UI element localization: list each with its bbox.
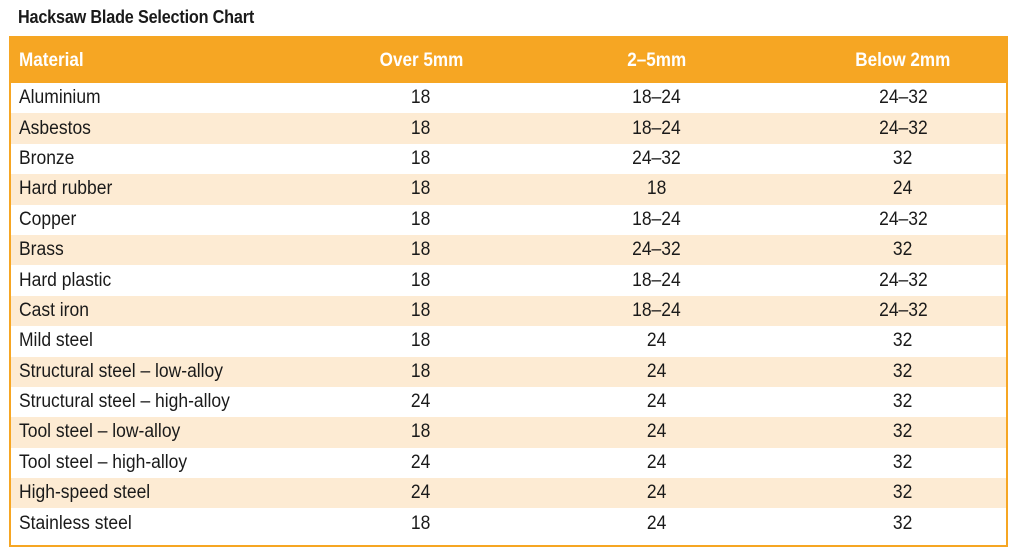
table-row bbox=[11, 235, 1006, 265]
cell-2-5mm: 24 bbox=[646, 451, 667, 473]
cell-below-2mm: 32 bbox=[893, 421, 913, 443]
cell-material: Structural steel – low-alloy bbox=[19, 360, 224, 382]
cell-material: Structural steel – high-alloy bbox=[19, 391, 230, 413]
cell-below-2mm: 32 bbox=[893, 147, 913, 169]
cell-below-2mm: 32 bbox=[893, 451, 913, 473]
table-row bbox=[11, 205, 1006, 235]
cell-over-5mm: 18 bbox=[411, 269, 431, 291]
cell-material: Cast iron bbox=[19, 299, 89, 321]
cell-2-5mm: 24 bbox=[646, 330, 667, 352]
cell-material: Aluminium bbox=[19, 87, 101, 109]
cell-2-5mm: 18–24 bbox=[632, 117, 681, 139]
cell-over-5mm: 18 bbox=[411, 147, 431, 169]
table-row bbox=[11, 113, 1006, 143]
page-title: Hacksaw Blade Selection Chart bbox=[18, 7, 255, 27]
cell-2-5mm: 24–32 bbox=[632, 147, 681, 169]
cell-2-5mm: 18 bbox=[646, 178, 667, 200]
table-row bbox=[11, 508, 1006, 538]
cell-material: Asbestos bbox=[19, 117, 91, 139]
cell-material: High-speed steel bbox=[19, 482, 151, 504]
cell-over-5mm: 18 bbox=[411, 299, 431, 321]
cell-2-5mm: 18–24 bbox=[632, 269, 681, 291]
cell-material: Tool steel – high-alloy bbox=[19, 451, 188, 473]
cell-over-5mm: 18 bbox=[411, 421, 431, 443]
cell-2-5mm: 24 bbox=[646, 391, 667, 413]
cell-2-5mm: 24–32 bbox=[632, 239, 681, 261]
table-row bbox=[11, 387, 1006, 417]
cell-below-2mm: 24–32 bbox=[878, 299, 928, 321]
cell-material: Tool steel – low-alloy bbox=[19, 421, 181, 443]
cell-2-5mm: 24 bbox=[646, 482, 667, 504]
cell-material: Hard plastic bbox=[19, 269, 112, 291]
column-header-material: Material bbox=[19, 49, 84, 71]
cell-over-5mm: 18 bbox=[411, 512, 431, 534]
cell-over-5mm: 24 bbox=[411, 451, 431, 473]
cell-below-2mm: 32 bbox=[893, 330, 913, 352]
cell-over-5mm: 18 bbox=[411, 330, 431, 352]
cell-2-5mm: 18–24 bbox=[632, 87, 681, 109]
table-row bbox=[11, 478, 1006, 508]
cell-material: Hard rubber bbox=[19, 178, 113, 200]
cell-below-2mm: 24–32 bbox=[878, 117, 928, 139]
cell-2-5mm: 24 bbox=[646, 421, 667, 443]
cell-over-5mm: 18 bbox=[411, 87, 431, 109]
table-row bbox=[11, 265, 1006, 295]
cell-2-5mm: 24 bbox=[646, 360, 667, 382]
cell-material: Brass bbox=[19, 239, 64, 261]
table-row bbox=[11, 448, 1006, 478]
cell-2-5mm: 18–24 bbox=[632, 208, 681, 230]
cell-over-5mm: 18 bbox=[411, 117, 431, 139]
blade-selection-table-frame bbox=[9, 36, 1008, 547]
cell-over-5mm: 24 bbox=[411, 391, 431, 413]
cell-over-5mm: 18 bbox=[411, 178, 431, 200]
cell-over-5mm: 18 bbox=[411, 208, 431, 230]
table-header bbox=[11, 38, 1006, 83]
column-header-over-5mm: Over 5mm bbox=[379, 49, 463, 71]
cell-below-2mm: 32 bbox=[893, 360, 913, 382]
table-row bbox=[11, 417, 1006, 447]
cell-below-2mm: 24–32 bbox=[878, 269, 928, 291]
cell-2-5mm: 24 bbox=[646, 512, 667, 534]
column-header-2-5mm: 2–5mm bbox=[627, 49, 686, 71]
cell-below-2mm: 24–32 bbox=[878, 87, 928, 109]
cell-below-2mm: 32 bbox=[893, 512, 913, 534]
table-body bbox=[11, 83, 1006, 539]
cell-material: Copper bbox=[19, 208, 77, 230]
table-row bbox=[11, 174, 1006, 204]
cell-2-5mm: 18–24 bbox=[632, 299, 681, 321]
cell-below-2mm: 32 bbox=[893, 391, 913, 413]
cell-over-5mm: 24 bbox=[411, 482, 431, 504]
cell-below-2mm: 24–32 bbox=[878, 208, 928, 230]
table-row bbox=[11, 83, 1006, 113]
table-row bbox=[11, 144, 1006, 174]
cell-below-2mm: 32 bbox=[893, 482, 913, 504]
table-row bbox=[11, 296, 1006, 326]
cell-below-2mm: 32 bbox=[893, 239, 913, 261]
table-header-row bbox=[11, 38, 1006, 83]
table-row bbox=[11, 326, 1006, 356]
blade-selection-table bbox=[11, 38, 1006, 539]
cell-material: Bronze bbox=[19, 147, 75, 169]
cell-below-2mm: 24 bbox=[893, 178, 913, 200]
cell-material: Stainless steel bbox=[19, 512, 132, 534]
cell-material: Mild steel bbox=[19, 330, 93, 352]
column-header-below-2mm: Below 2mm bbox=[855, 49, 951, 71]
cell-over-5mm: 18 bbox=[411, 360, 431, 382]
table-row bbox=[11, 357, 1006, 387]
cell-over-5mm: 18 bbox=[411, 239, 431, 261]
